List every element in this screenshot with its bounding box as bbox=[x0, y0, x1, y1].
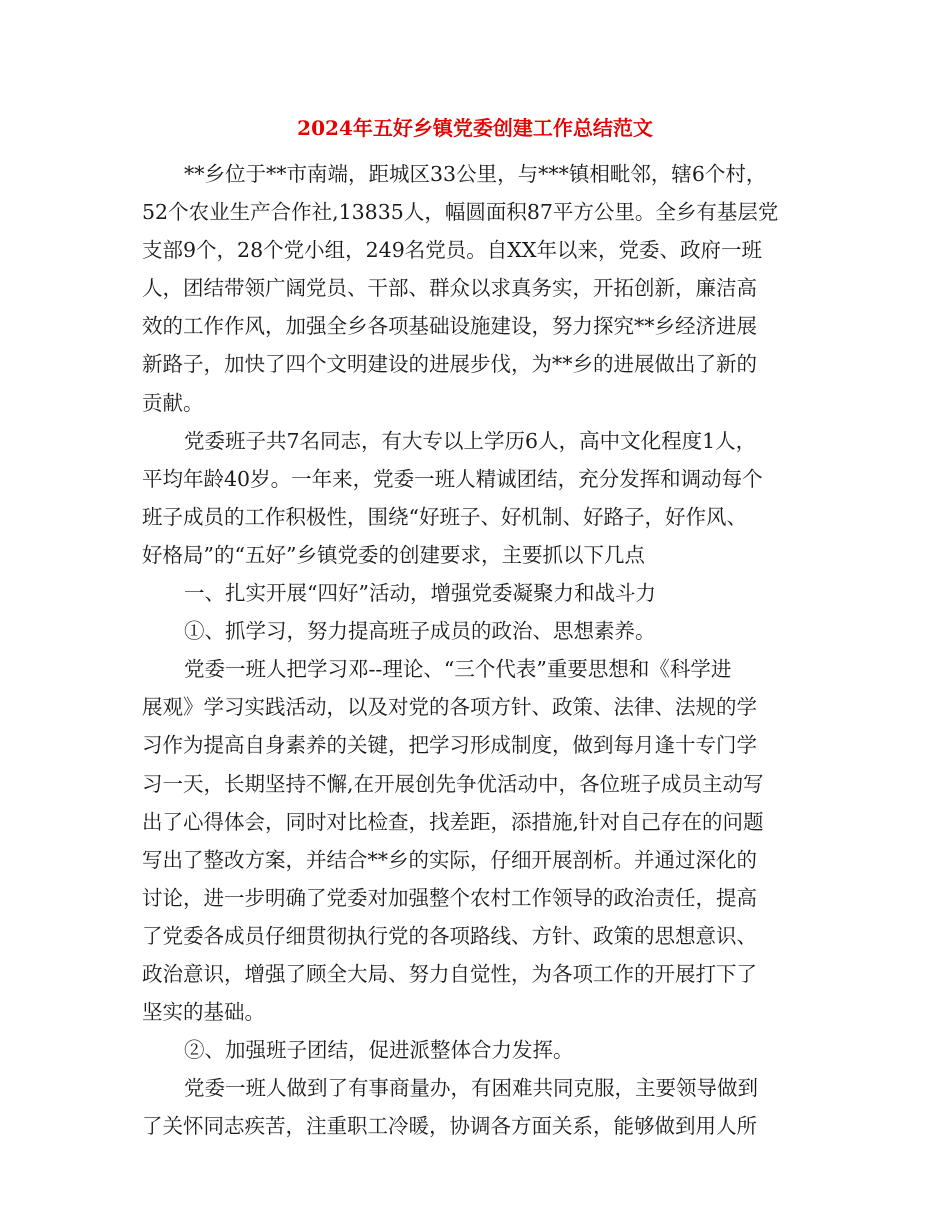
body-line: **乡位于**市南端，距城区33公里，与***镇相毗邻，辖6个村， bbox=[184, 162, 767, 186]
body-line: 党委班子共7名同志，有大专以上学历6人，高中文化程度1人， bbox=[184, 428, 757, 453]
body-line: 班子成员的工作积极性，围绕“好班子、好机制、好路子，好作风、 bbox=[142, 504, 747, 529]
body-line: 了关怀同志疾苦，注重职工冷暖，协调各方面关系，能够做到用人所 bbox=[142, 1114, 757, 1139]
body-line: ②、加强班子团结，促进派整体合力发挥。 bbox=[184, 1038, 574, 1063]
body-line: 平均年龄40岁。一年来，党委一班人精诚团结，充分发挥和调动每个 bbox=[142, 466, 763, 491]
body-line: 习作为提高自身素养的关键，把学习形成制度，做到每月逢十专门学 bbox=[142, 733, 757, 758]
body-line: 人，团结带领广阔党员、干部、群众以求真务实，开拓创新，廉洁高 bbox=[142, 276, 757, 301]
document-title: 2024年五好乡镇党委创建工作总结范文 bbox=[297, 116, 653, 140]
body-line: 展观》学习实践活动，以及对党的各项方针、政策、法律、法规的学 bbox=[142, 695, 757, 720]
body-line: 支部9个，28个党小组，249名党员。自XX年以来，党委、政府一班 bbox=[142, 238, 762, 263]
body-line: 写出了整改方案，并结合**乡的实际，仔细开展剖析。并通过深化的 bbox=[142, 847, 757, 872]
body-line: 党委一班人把学习邓--理论、“三个代表”重要思想和《科学进 bbox=[184, 657, 732, 682]
body-line: 出了心得体会，同时对比检查，找差距，添措施,针对自己存在的问题 bbox=[142, 809, 764, 834]
body-line: 一、扎实开展“四好”活动，增强党委凝聚力和战斗力 bbox=[184, 581, 656, 606]
body-line: 坚实的基础。 bbox=[142, 1000, 265, 1025]
body-line: 贡献。 bbox=[142, 390, 204, 415]
body-line: 讨论，进一步明确了党委对加强整个农村工作领导的政治责任，提高 bbox=[142, 885, 757, 910]
body-line: 好格局”的“五好”乡镇党委的创建要求，主要抓以下几点 bbox=[142, 542, 645, 567]
body-line: 效的工作作风，加强全乡各项基础设施建设，努力探究**乡经济进展 bbox=[142, 314, 757, 339]
body-line: 党委一班人做到了有事商量办，有困难共同克服，主要领导做到 bbox=[184, 1076, 758, 1101]
body-line: 52个农业生产合作社,13835人，幅圆面积87平方公里。全乡有基层党 bbox=[142, 200, 779, 225]
body-line: 新路子，加快了四个文明建设的进展步伐，为**乡的进展做出了新的 bbox=[142, 352, 757, 377]
body-line: 了党委各成员仔细贯彻执行党的各项路线、方针、政策的思想意识、 bbox=[142, 923, 757, 948]
body-line: 习一天，长期坚持不懈,在开展创先争优活动中，各位班子成员主动写 bbox=[142, 771, 764, 796]
document-body bbox=[142, 155, 810, 1145]
body-line: 政治意识，增强了顾全大局、努力自觉性，为各项工作的开展打下了 bbox=[142, 961, 757, 986]
body-line: ①、抓学习，努力提高班子成员的政治、思想素养。 bbox=[184, 619, 656, 644]
